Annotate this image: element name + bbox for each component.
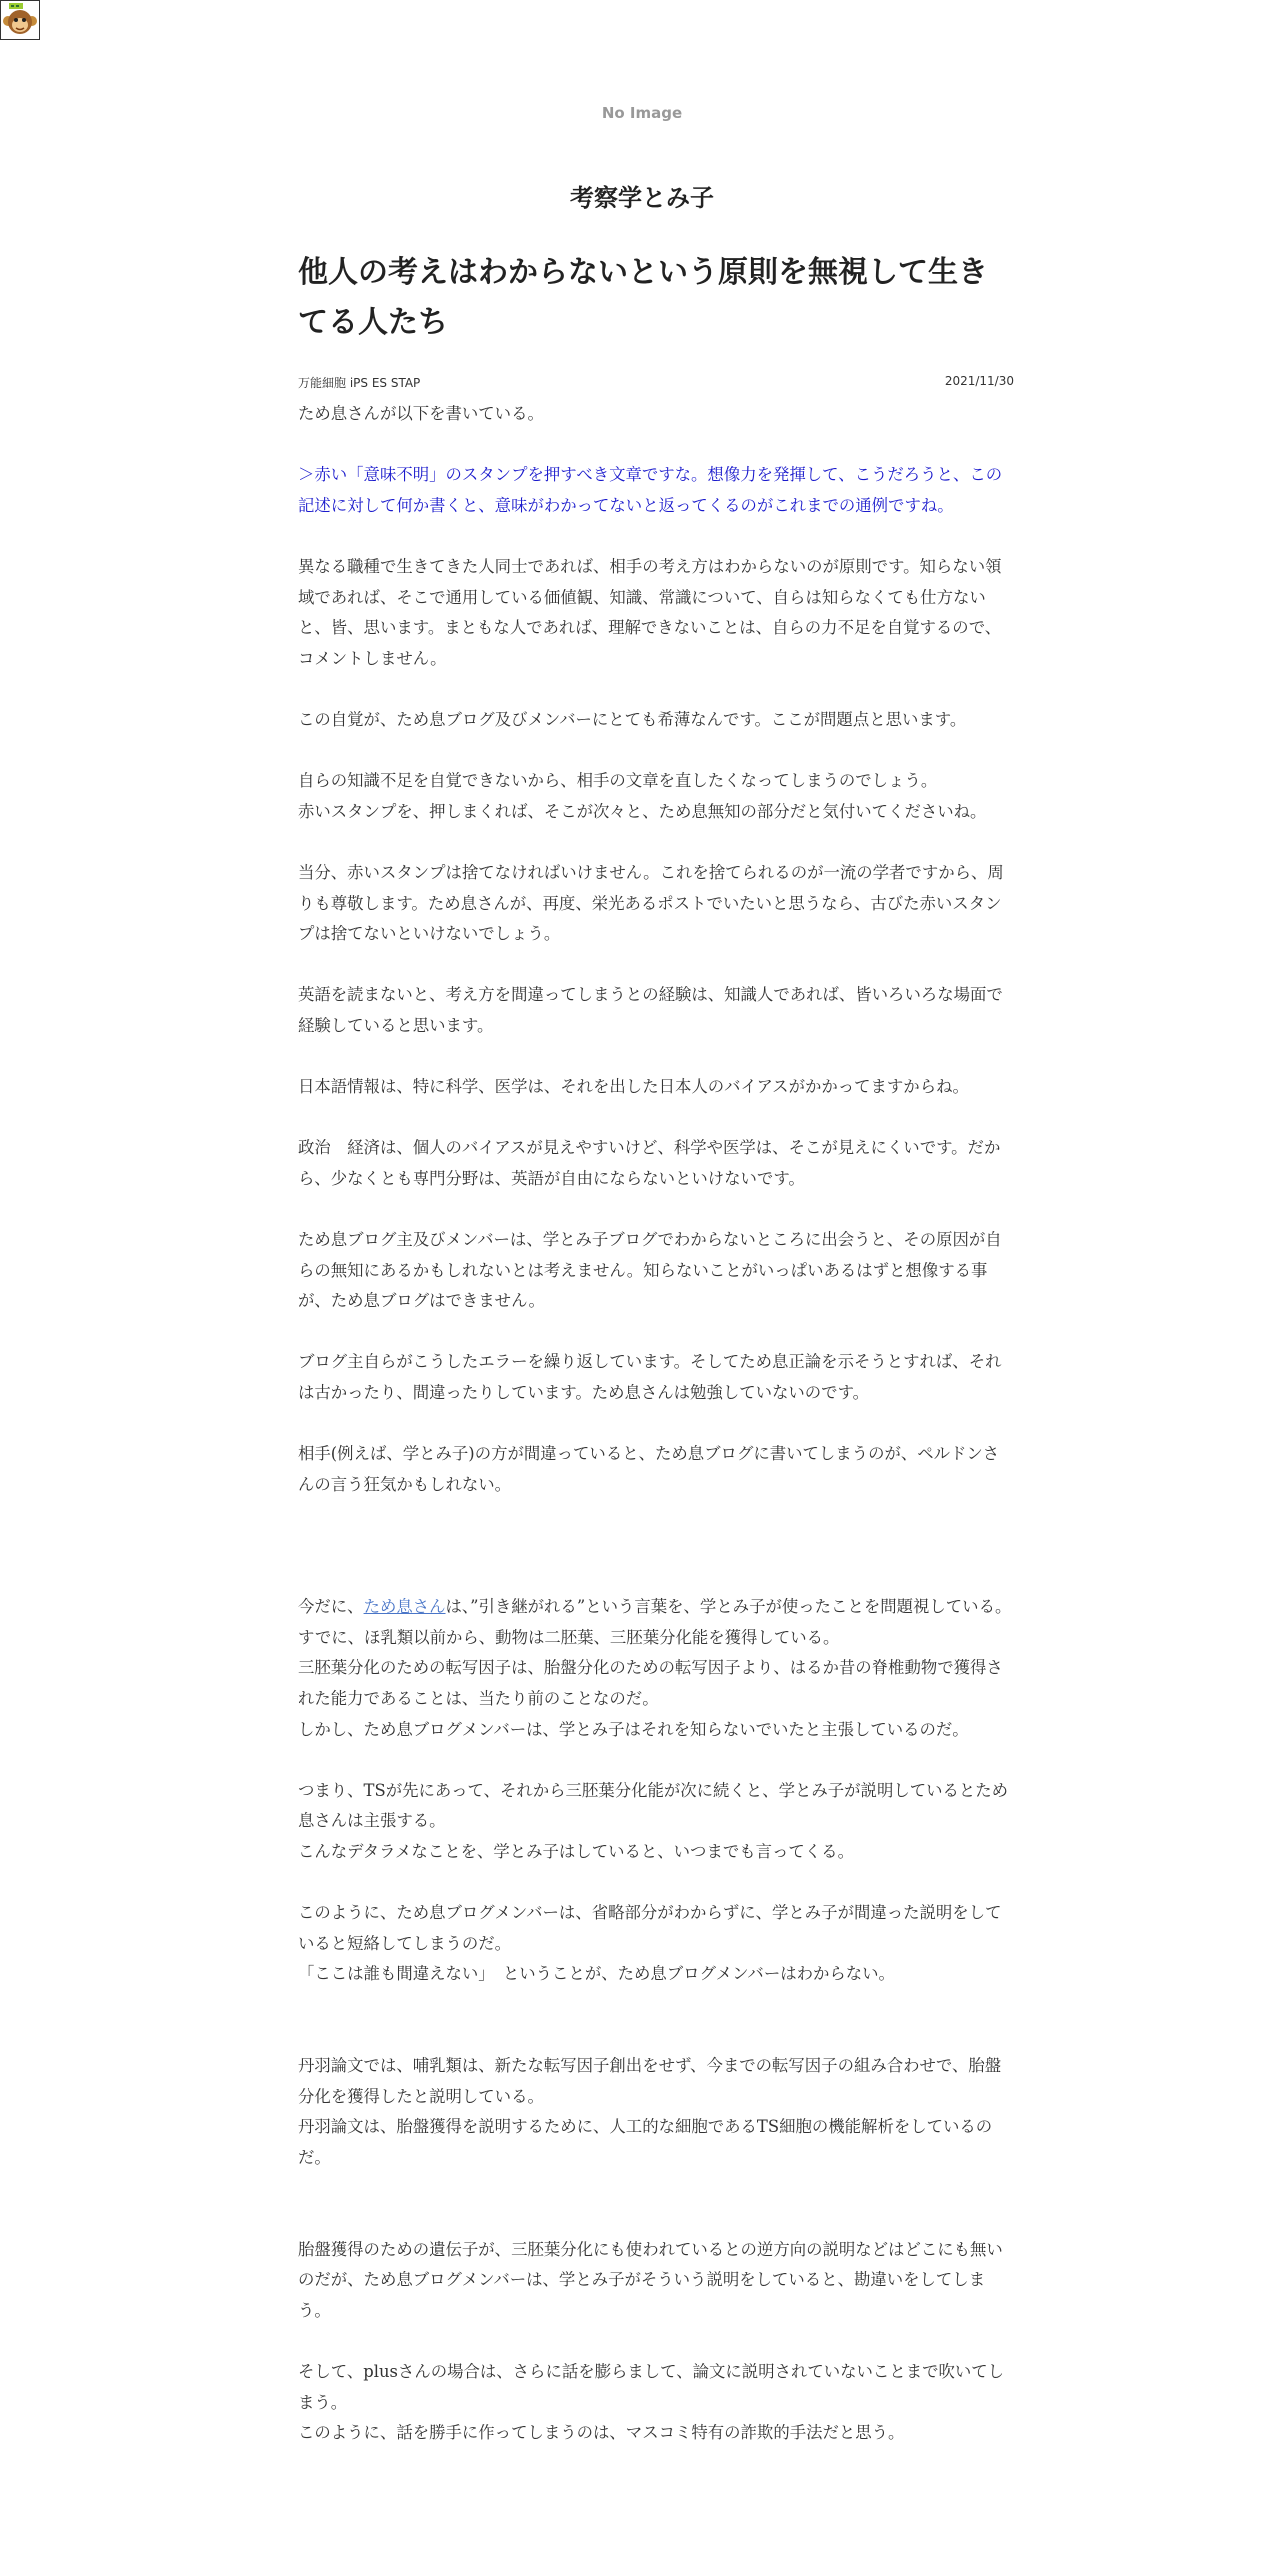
paragraph: 日本語情報は、特に科学、医学は、それを出した日本人のバイアスがかかってますからね。 bbox=[298, 1077, 969, 1097]
paragraph: そして、plusさんの場合は、さらに話を膨らまして、論文に説明されていないことまで吹いてしまう。 bbox=[298, 2362, 1005, 2412]
post-title: 他人の考えはわからないという原則を無視して生きてる人たち bbox=[298, 255, 988, 340]
paragraph: この自覚が、ため息ブログ及びメンバーにとても希薄なんです。ここが問題点と思います。 bbox=[298, 709, 967, 729]
paragraph: 丹羽論文は、胎盤獲得を説明するために、人工的な細胞であるTS細胞の機能解析をしているのだ。 bbox=[298, 2117, 993, 2167]
paragraph: 当分、赤いスタンプは捨てなければいけません。これを捨てられるのが一流の学者ですから、周りも尊敬します。ため息さんが、再度、栄光あるポストでいたいと思うなら、古びた赤いスタンプは捨てないといけないでしょう。 bbox=[298, 862, 1004, 944]
paragraph: 赤いスタンプを、押しまくれば、そこが次々と、ため息無知の部分だと気付いてくださいね。 bbox=[298, 801, 987, 821]
paragraph: つまり、TSが先にあって、それから三胚葉分化能が次に続くと、学とみ子が説明しているとため息さんは主張する。 bbox=[298, 1780, 1009, 1831]
post-body bbox=[298, 399, 1014, 2449]
paragraph: 三胚葉分化のための転写因子は、胎盤分化のための転写因子より、はるか昔の脊椎動物で獲得された能力であることは、当たり前のことなのだ。 bbox=[298, 1658, 1003, 1708]
paragraph: 異なる職種で生きてきた人同士であれば、相手の考え方はわからないのが原則です。知らない領域であれば、そこで通用している価値観、知識、常識について、自らは知らなくても仕方ないと、皆、思います。まともな人であれば、理解できないことは、自らの力不足を自覚するので、コメントしません。 bbox=[298, 556, 1002, 668]
post-meta bbox=[298, 374, 1014, 391]
article bbox=[298, 248, 1014, 2449]
avatar[interactable] bbox=[0, 0, 40, 40]
paragraph: ため息ブログ主及びメンバーは、学とみ子ブログでわからないところに出会うと、その原因が自らの無知にあるかもしれないとは考えません。知らないことがいっぱいあるはずと想像する事が、ため息ブログはできません。 bbox=[298, 1230, 1002, 1311]
paragraph: 胎盤獲得のための遺伝子が、三胚葉分化にも使われているとの逆方向の説明などはどこにも無いのだが、ため息ブログメンバーは、学とみ子がそういう説明をしていると、勘違いをしてしまう。 bbox=[298, 2239, 1003, 2320]
paragraph: しかし、ため息ブログメンバーは、学とみ子はそれを知らないでいたと主張しているのだ。 bbox=[298, 1719, 969, 1739]
paragraph: このように、ため息ブログメンバーは、省略部分がわからずに、学とみ子が間違った説明をしていると短絡してしまうのだ。 bbox=[298, 1903, 1002, 1953]
paragraph: このように、話を勝手に作ってしまうのは、マスコミ特有の詐欺的手法だと思う。 bbox=[298, 2423, 905, 2443]
post-category-link[interactable]: 万能細胞 iPS ES STAP bbox=[298, 376, 421, 390]
paragraph: 丹羽論文では、哺乳類は、新たな転写因子創出をせず、今までの転写因子の組み合わせで、胎盤分化を獲得したと説明している。 bbox=[298, 2056, 1002, 2106]
paragraph-text: は、”引き継がれる”という言葉を、学とみ子が使ったことを問題視している。 bbox=[445, 1597, 1012, 1617]
paragraph: 相手(例えば、学とみ子)の方が間違っていると、ため息ブログに書いてしまうのが、ペルドンさんの言う狂気かもしれない。 bbox=[298, 1444, 1000, 1494]
no-image-placeholder: No Image bbox=[601, 104, 683, 122]
paragraph-text: 今だに、 bbox=[298, 1597, 364, 1617]
monkey-avatar-icon bbox=[1, 1, 39, 39]
blog-title[interactable]: 考察学とみ子 bbox=[570, 184, 714, 212]
post-date: 2021/11/30 bbox=[944, 374, 1014, 388]
paragraph: 英語を読まないと、考え方を間違ってしまうとの経験は、知識人であれば、皆いろいろな場面で経験していると思います。 bbox=[298, 985, 1003, 1035]
paragraph: ブログ主自らがこうしたエラーを繰り返しています。そしてため息正論を示そうとすれば、それは古かったり、間違ったりしています。ため息さんは勉強していないのです。 bbox=[298, 1352, 1002, 1402]
tameiki-link[interactable]: ため息さん bbox=[363, 1597, 446, 1617]
paragraph: 「ここは誰も間違えない」 ということが、ため息ブログメンバーはわからない。 bbox=[298, 1964, 895, 1984]
paragraph: 自らの知識不足を自覚できないから、相手の文章を直したくなってしまうのでしょう。 bbox=[298, 771, 938, 791]
paragraph: 政治 経済は、個人のバイアスが見えやすいけど、科学や医学は、そこが見えにくいです。だから、少なくとも専門分野は、英語が自由にならないといけないです。 bbox=[298, 1138, 1001, 1188]
quote-paragraph: ＞赤い「意味不明」のスタンプを押すべき文章ですな。想像力を発揮して、こうだろうと、この記述に対して何か書くと、意味がわかってないと返ってくるのがこれまでの通例ですね。 bbox=[298, 465, 1003, 515]
paragraph bbox=[298, 1592, 1014, 1623]
paragraph: ため息さんが以下を書いている。 bbox=[298, 404, 544, 423]
paragraph: こんなデタラメなことを、学とみ子はしていると、いつまでも言ってくる。 bbox=[298, 1841, 854, 1861]
paragraph: すでに、ほ乳類以前から、動物は二胚葉、三胚葉分化能を獲得している。 bbox=[298, 1627, 840, 1647]
